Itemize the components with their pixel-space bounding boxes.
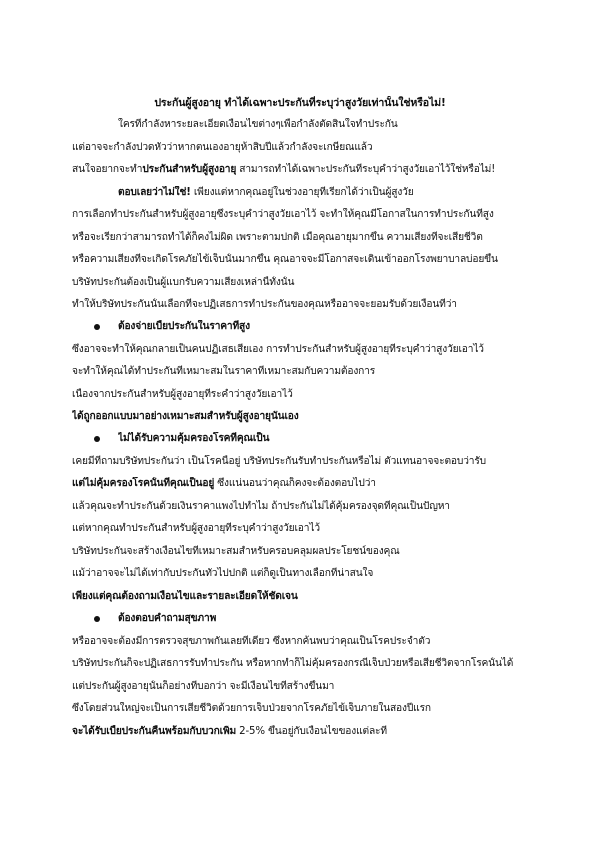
intro-line-3-text: สนใจอยากจะทำ [72, 164, 143, 175]
section-2-line-2-rest: ซึ่งแน่นอนว่าคุณก็คงจะต้องตอบไปว่า [214, 478, 376, 489]
section-3-line-4: ซึ่งโดยส่วนใหญ่จะเป็นการเสียชีวิตด้วยการเจ็บป่วยจากโรคภัยไข้เจ็บภายในสองปีแรก [72, 703, 431, 714]
answer-line-3: หรือจะเรียกว่าสามารถทำได้ก็คงไม่ผิด เพราะตามปกติ เมื่อคุณอายุมากขึ้น ความเสี่ยงที่จะเสียชีวิต [72, 232, 483, 243]
intro-line-1: ใครที่กำลังหาระยละเอียดเงื่อนไขต่างๆเพื่อกำลังตัดสินใจทำประกัน [118, 119, 398, 130]
section-2-highlight: แต่ไม่คุ้มครองโรคนั้นที่คุณเป็นอยู่ [72, 478, 215, 489]
section-2-heading: ไม่ได้รับความคุ้มครองโรคที่คุณเป็น [118, 433, 270, 444]
section-3-heading: ต้องตอบคำถามสุขภาพ [118, 613, 217, 624]
answer-line-2: การเลือกทำประกันสำหรับผู้สูงอายุซึ่งระบุคำว่าสูงวัยเอาไว้ จะทำให้คุณมีโอกาสในการทำประกันที่สูง [72, 209, 494, 220]
section-3-line-3: แต่ประกันผู้สูงอายุนั้นก็อย่างที่บอกว่า จะมีเงื่อนไขที่สร้างขึ้นมา [72, 681, 335, 692]
intro-line-3 [72, 163, 560, 177]
section-2-line-5: บริษัทประกันจะสร้างเงื่อนไขที่เหมาะสมสำหรับครอบคลุมผลประโยชน์ของคุณ [72, 546, 400, 557]
section-1-line-2: จะทำให้คุณได้ทำประกันที่เหมาะสมในราคาที่เหมาะสมกับความต้องการ [72, 366, 376, 377]
answer-line-1 [118, 186, 560, 200]
answer-highlight: ตอบเลยว่าไม่ใช่! [118, 187, 191, 198]
bullet-icon [94, 436, 100, 442]
bullet-icon [94, 616, 100, 622]
section-2-line-4: แต่หากคุณทำประกันสำหรับผู้สูงอายุที่ระบุคำว่าสูงวัยเอาไว้ [72, 523, 320, 534]
section-3-line-5 [72, 725, 560, 739]
answer-line-5: บริษัทประกันต้องเป็นผู้แบกรับความเสี่ยงเหล่านี้ทั้งนั้น [72, 277, 295, 288]
section-3-highlight: จะได้รับเบี้ยประกันคืนพร้อมกับบวกเพิ่ม [72, 726, 237, 737]
answer-line-6: ทำให้บริษัทประกันนั้นเลือกที่จะปฏิเสธการทำประกันของคุณหรืออาจจะยอมรับด้วยเงื่อนที่ว่า [72, 299, 457, 310]
section-1-heading: ต้องจ่ายเบี้ยประกันในราคาที่สูง [118, 321, 250, 332]
intro-line-3-rest: สามารถทำได้เฉพาะประกันที่ระบุคำว่าสูงวัยเอาไว้ใช่หรือไม่! [236, 164, 496, 175]
section-3-line-2: บริษัทประกันก็จะปฏิเสธการรับทำประกัน หรือหากทำก็ไม่คุ้มครองกรณีเจ็บป่วยหรือเสียชีวิตจากโรคนั้นได้ [72, 658, 514, 669]
section-2-line-7: เพียงแต่คุณต้องถามเงื่อนไขและรายละเอียดให้ชัดเจน [72, 591, 298, 602]
answer-line-4: หรือความเสี่ยงที่จะเกิดโรคภัยไข้เจ็บนั้นมากขึ้น คุณอาจจะมีโอกาสจะเดินเข้าออกโรงพยาบาลบ่อยขึ้น [72, 254, 498, 265]
section-1-line-1: ซึ่งอาจจะทำให้คุณกลายเป็นคนปฏิเสธเสียเอง การทำประกันสำหรับผู้สูงอายุที่ระบุคำว่าสูงวัยเอาไว้ [72, 344, 484, 355]
section-2-line-3: แล้วคุณจะทำประกันด้วยเงินราคาแพงไปทำไม ถ้าประกันไม่ได้คุ้มครองจุดที่คุณเป็นปัญหา [72, 501, 450, 512]
section-1-line-3: เนื่องจากประกันสำหรับผู้สูงอายุที่ระคำว่าสูงวัยเอาไว้ [72, 389, 293, 400]
intro-highlight: ประกันสำหรับผู้สูงอายุ [142, 164, 237, 175]
section-1-line-4: ได้ถูกออกแบบมาอย่างเหมาะสมสำหรับผู้สูงอายุนั่นเอง [72, 411, 299, 422]
section-2-line-6: แม้ว่าอาจจะไม่ได้เท่ากับประกันทั่วไปปกติ แต่ก็ดูเป็นทางเลือกที่น่าสนใจ [72, 568, 374, 579]
intro-line-2: แต่อาจจะกำลังปวดหัวว่าหากตนเองอายุห้าสิบปีแล้วกำลังจะเกษียณแล้ว [72, 142, 373, 153]
bullet-icon [94, 324, 100, 330]
section-3-line-1: หรืออาจจะต้องมีการตรวจสุขภาพกันเลยทีเดียว ซึ่งหากค้นพบว่าคุณเป็นโรคประจำตัว [72, 636, 431, 647]
section-3-line-5-rest: 2-5% ขึ้นอยู่กับเงื่อนไขของแต่ละที่ [236, 726, 387, 737]
page-title: ประกันผู้สูงอายุ ทำได้เฉพาะประกันที่ระบุว่าสูงวัยเท่านั้นใช่หรือไม่! [154, 97, 446, 109]
answer-line-1-rest: เพียงแต่หากคุณอยู่ในช่วงอายุที่เรียกได้ว่าเป็นผู้สูงวัย [190, 187, 414, 198]
section-2-line-2 [72, 477, 560, 491]
section-2-line-1: เคยมีที่ถามบริษัทประกันว่า เป็นโรคนี้อยู่ บริษัทประกันรับทำประกันหรือไม่ ตัวแทนอาจจะตอบว่ารับ [72, 456, 486, 467]
